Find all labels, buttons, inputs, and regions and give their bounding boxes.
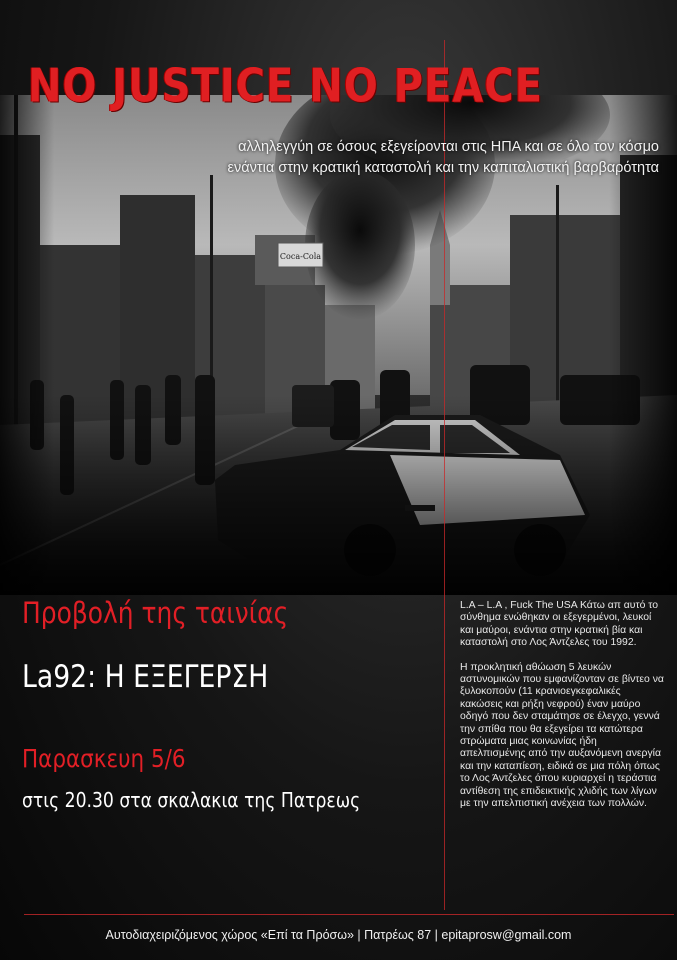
event-time-place: στις 20.30 στα σκαλακια της Πατρεως [22,788,361,812]
divider-horizontal [24,914,674,915]
screening-label: Προβολή της ταινίας [22,596,289,630]
footer-contact: Αυτοδιαχειριζόμενος χώρος «Επί τα Πρόσω» | Πατρέως 87 | epitaprosw@gmail.com [105,928,572,942]
film-title: La92: Η ΕΞΕΓΕΡΣΗ [22,659,269,695]
event-day: Παρασκευη 5/6 [22,744,186,773]
subtitle-line-2: ενάντια στην κρατική καταστολή και την καπιταλιστική βαρβαρότητα [227,160,659,176]
side-paragraph-2: Η προκλητική αθώωση 5 λευκών αστυνομικών που εμφανίζονταν σε βίντεο να ξυλοκοπούν (11 κρανιοεγκεφαλικές κακώσεις και ρήξη νεφρού) έναν μαύρο οδηγό που δεν σταμάτησε σε έλεγχο, γεννά την σπίθα που θα εξεγείρει τα κατώτερα στρώματα μιας κοινωνίας ήδη απελπισμένης από την αυξανόμενη ανεργία και την καταπίεση, ειδικά σε μια πόλη όπως το Λος Άντζελες όπου κυριαρχεί η τεράστια αντίθεση της επιδεικτικής χλιδής των λίγων με την απελπιστική ανέχεια των πολλών. [460,661,664,810]
poster-title: NO JUSTICE NO PEACE [28,60,544,113]
side-paragraph-1: L.A – L.A , Fuck The USA Κάτω απ αυτό το σύνθημα ενώθηκαν οι εξεγερμένοι, λευκοί και μαύροι, ενάντια στην κρατική βία και καταστολή στο Λος Άντζελες του 1992. [460,600,658,649]
subtitle-line-1: αλληλεγγύη σε όσους εξεγείρονται στις ΗΠΑ και σε όλο τον κόσμο [238,139,659,155]
side-description [460,600,665,823]
